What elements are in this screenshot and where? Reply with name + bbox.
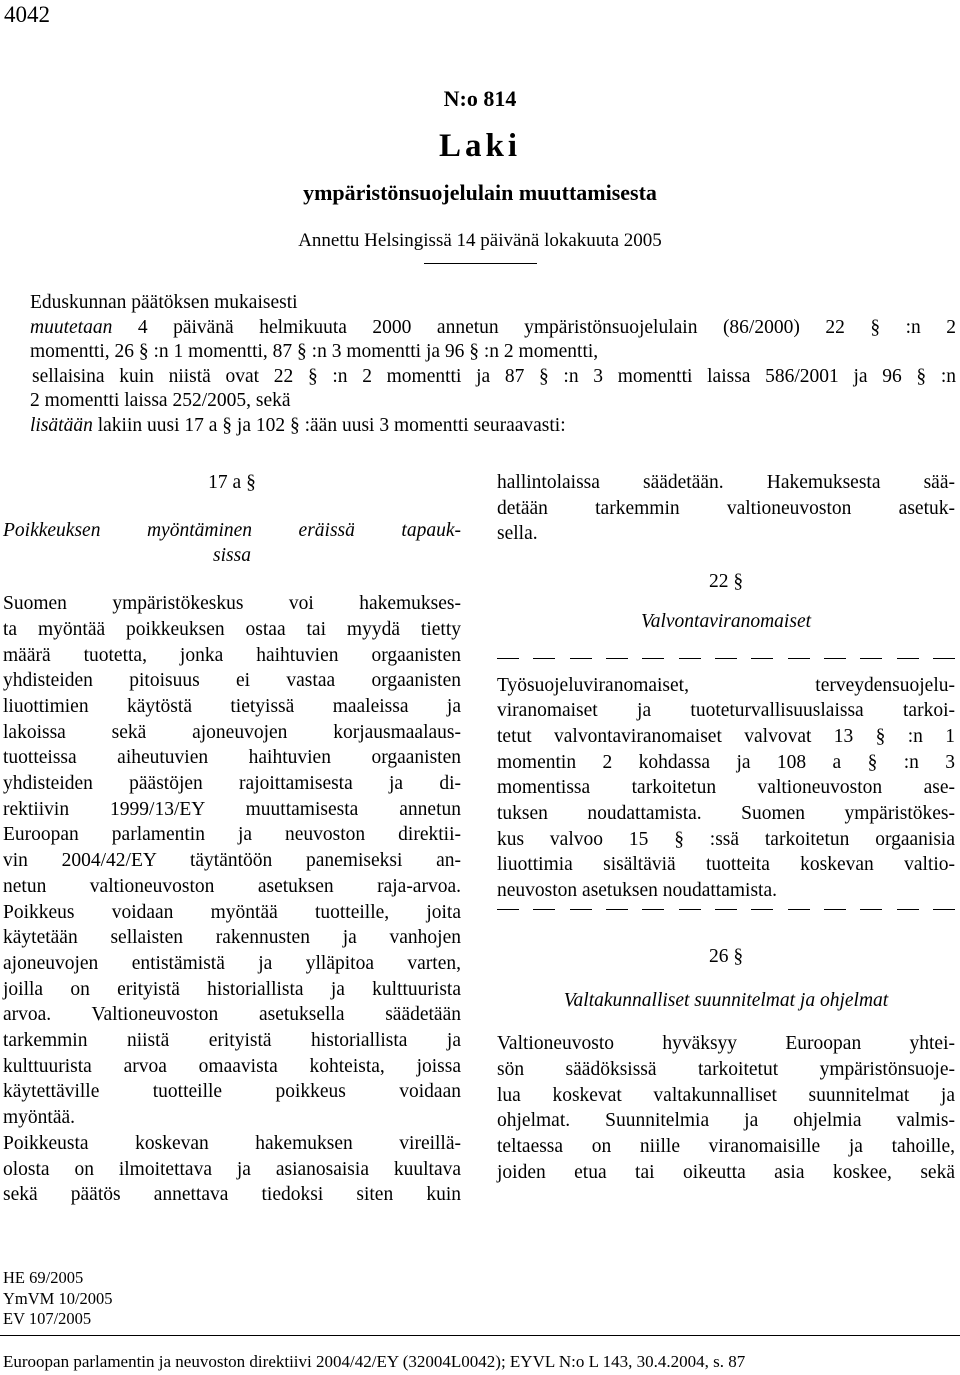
given-date: Annettu Helsingissä 14 päivänä lokakuuta 2005 bbox=[298, 230, 662, 251]
text-line: joilla on erityistä historiallista ja kulttuurista bbox=[3, 978, 461, 1000]
page-number: 4042 bbox=[4, 2, 50, 27]
section-17a-title: Poikkeuksen myöntäminen eräissä tapauk- bbox=[3, 519, 461, 541]
text-line: ajoneuvojen entistämistä ja ylläpitoa varten, bbox=[3, 952, 461, 974]
preamble-line bbox=[30, 414, 956, 439]
header-divider bbox=[424, 263, 537, 264]
omission-dashes bbox=[497, 653, 955, 665]
text-line: lua koskevat valtakunnalliset suunnitelmat ja bbox=[497, 1084, 955, 1106]
text-line: olosta on ilmoitettava ja asianosaisia kuultava bbox=[3, 1158, 461, 1180]
text-line: tuotteissa aiheutuvien haihtuvien orgaanisten bbox=[3, 747, 461, 769]
text-line: vin 2004/42/EY täytäntöön panemiseksi an- bbox=[3, 850, 461, 872]
amend-keyword: muutetaan bbox=[30, 316, 113, 338]
text-line: kus valvoo 15 § :ssä tarkoitetun orgaanisia bbox=[497, 828, 955, 850]
text-line: hallintolaissa säädetään. Hakemuksesta sää- bbox=[497, 472, 955, 493]
legislative-references bbox=[3, 1268, 113, 1330]
text-line: Valtioneuvosto hyväksyy Euroopan yhtei- bbox=[497, 1033, 955, 1055]
text-line: käytettäville tuotteille poikkeus voidaan bbox=[3, 1081, 461, 1103]
text-line: kulttuurista arvoa omaavista kohteista, joissa bbox=[3, 1055, 461, 1077]
left-column bbox=[3, 470, 461, 1208]
text-line: tarkemmin niistä erityistä historiallista ja bbox=[3, 1030, 461, 1052]
text-line: tetut valvontaviranomaiset valvovat 13 § :n 1 bbox=[497, 725, 955, 747]
text-line: määrä tuotetta, jonka haihtuvien orgaanisten bbox=[3, 644, 461, 666]
footnote: Euroopan parlamentin ja neuvoston direktiivi 2004/42/EY (32004L0042); EYVL N:o L 143, 30.4.2004, s. 87 bbox=[3, 1352, 746, 1371]
text-line: rektiivin 1999/13/EY muuttamisesta annetun bbox=[3, 798, 461, 820]
text-line: sekä päätös annettava tiedoksi siten kuin bbox=[3, 1184, 461, 1206]
text-line: neuvoston asetuksen noudattamista. bbox=[497, 880, 777, 902]
text-line: momentin 2 kohdassa ja 108 a § :n 3 bbox=[497, 751, 955, 773]
omission-dashes bbox=[497, 904, 955, 916]
preamble bbox=[30, 291, 956, 439]
preamble-line bbox=[30, 316, 956, 341]
preamble-text: lakiin uusi 17 a § ja 102 § :ään uusi 3 momentti seuraavasti: bbox=[92, 414, 566, 436]
reference-government-bill: HE 69/2005 bbox=[3, 1268, 84, 1287]
text-line: detään tarkemmin valtioneuvoston asetuk- bbox=[497, 497, 955, 519]
preamble-line: 2 momentti laissa 252/2005, sekä bbox=[30, 390, 291, 412]
text-line: arvoa. Valtioneuvoston asetuksella säädetään bbox=[3, 1004, 461, 1026]
section-26-title: Valtakunnalliset suunnitelmat ja ohjelmat bbox=[563, 989, 889, 1011]
preamble-line: sellaisina kuin niistä ovat 22 § :n 2 momentti ja 87 § :n 3 momentti laissa 586/2001 ja 96 § :n bbox=[32, 365, 956, 387]
text-line: momentissa tarkoitetun valtioneuvoston ase- bbox=[497, 777, 955, 799]
law-title: Laki bbox=[438, 128, 522, 164]
text-line: tuksen noudattamista. Suomen ympäristökes- bbox=[497, 803, 955, 825]
section-26-body bbox=[497, 1031, 955, 1185]
text-line: Euroopan parlamentin ja neuvoston direktii- bbox=[3, 824, 461, 846]
section-22-title: Valvontaviranomaiset bbox=[640, 610, 812, 632]
text-line: liuottimien käytöstä tietyissä maaleissa ja bbox=[3, 695, 461, 717]
text-line: Työsuojeluviranomaiset, terveydensuojelu- bbox=[497, 674, 955, 696]
text-line: joiden etua tai oikeutta asia koskee, sekä bbox=[497, 1161, 955, 1183]
text-line: Poikkeus voidaan myöntää tuotteille, joita bbox=[3, 901, 461, 923]
section-22-number: 22 § bbox=[708, 571, 744, 593]
section-26-number: 26 § bbox=[708, 945, 744, 967]
text-line: teltaessa on niille viranomaisille ja tahoille, bbox=[497, 1136, 955, 1158]
preamble-line: momentti, 26 § :n 1 momentti, 87 § :n 3 momentti ja 96 § :n 2 momentti, bbox=[30, 341, 599, 363]
preamble-line: Eduskunnan päätöksen mukaisesti bbox=[30, 292, 298, 313]
text-line: lakoissa sekä ajoneuvojen korjausmaalaus- bbox=[3, 721, 461, 743]
reference-committee-report: YmVM 10/2005 bbox=[3, 1288, 113, 1308]
law-number: N:o 814 bbox=[443, 86, 517, 111]
section-17a-body bbox=[3, 591, 461, 1208]
text-line: käytetään sellaisten rakennusten ja vanhojen bbox=[3, 927, 461, 949]
footnote-divider bbox=[0, 1335, 960, 1336]
text-line: ta myöntää poikkeuksen ostaa tai myydä tietty bbox=[3, 618, 461, 640]
text-line: yhdisteiden pitoisuus ei vastaa orgaanisten bbox=[3, 670, 461, 692]
text-line: netun valtioneuvoston asetuksen raja-arvoa. bbox=[3, 875, 461, 897]
text-line: Poikkeusta koskevan hakemuksen vireillä- bbox=[3, 1132, 461, 1154]
text-line: sella. bbox=[497, 523, 538, 545]
section-17a-body-cont bbox=[497, 470, 955, 547]
right-column bbox=[497, 470, 955, 1185]
section-17a-number: 17 a § bbox=[208, 472, 256, 493]
preamble-text: 4 päivänä helmikuuta 2000 annetun ympäristönsuojelulain (86/2000) 22 § :n 2 bbox=[112, 316, 956, 338]
text-line: Suomen ympäristökeskus voi hakemukses- bbox=[3, 593, 461, 615]
reference-parliament-reply: EV 107/2005 bbox=[3, 1309, 92, 1328]
text-line: liuottimia sisältäviä tuotteita koskevan valtio- bbox=[497, 854, 955, 876]
text-line: yhdisteiden päästöjen rajoittamisesta ja di- bbox=[3, 773, 461, 795]
text-line: sön säädöksissä tarkoitetut ympäristönsuoje- bbox=[497, 1058, 955, 1080]
section-17a-title-cont: sissa bbox=[213, 545, 251, 567]
text-line: ohjelmat. Suunnitelmia ja ohjelmia valmis- bbox=[497, 1110, 955, 1132]
text-line: viranomaiset ja tuoteturvallisuuslaissa tarkoi- bbox=[497, 700, 955, 722]
section-22-body bbox=[497, 673, 955, 904]
text-line: myöntää. bbox=[3, 1107, 76, 1129]
add-keyword: lisätään bbox=[30, 414, 93, 436]
law-subtitle: ympäristönsuojelulain muuttamisesta bbox=[303, 180, 657, 205]
